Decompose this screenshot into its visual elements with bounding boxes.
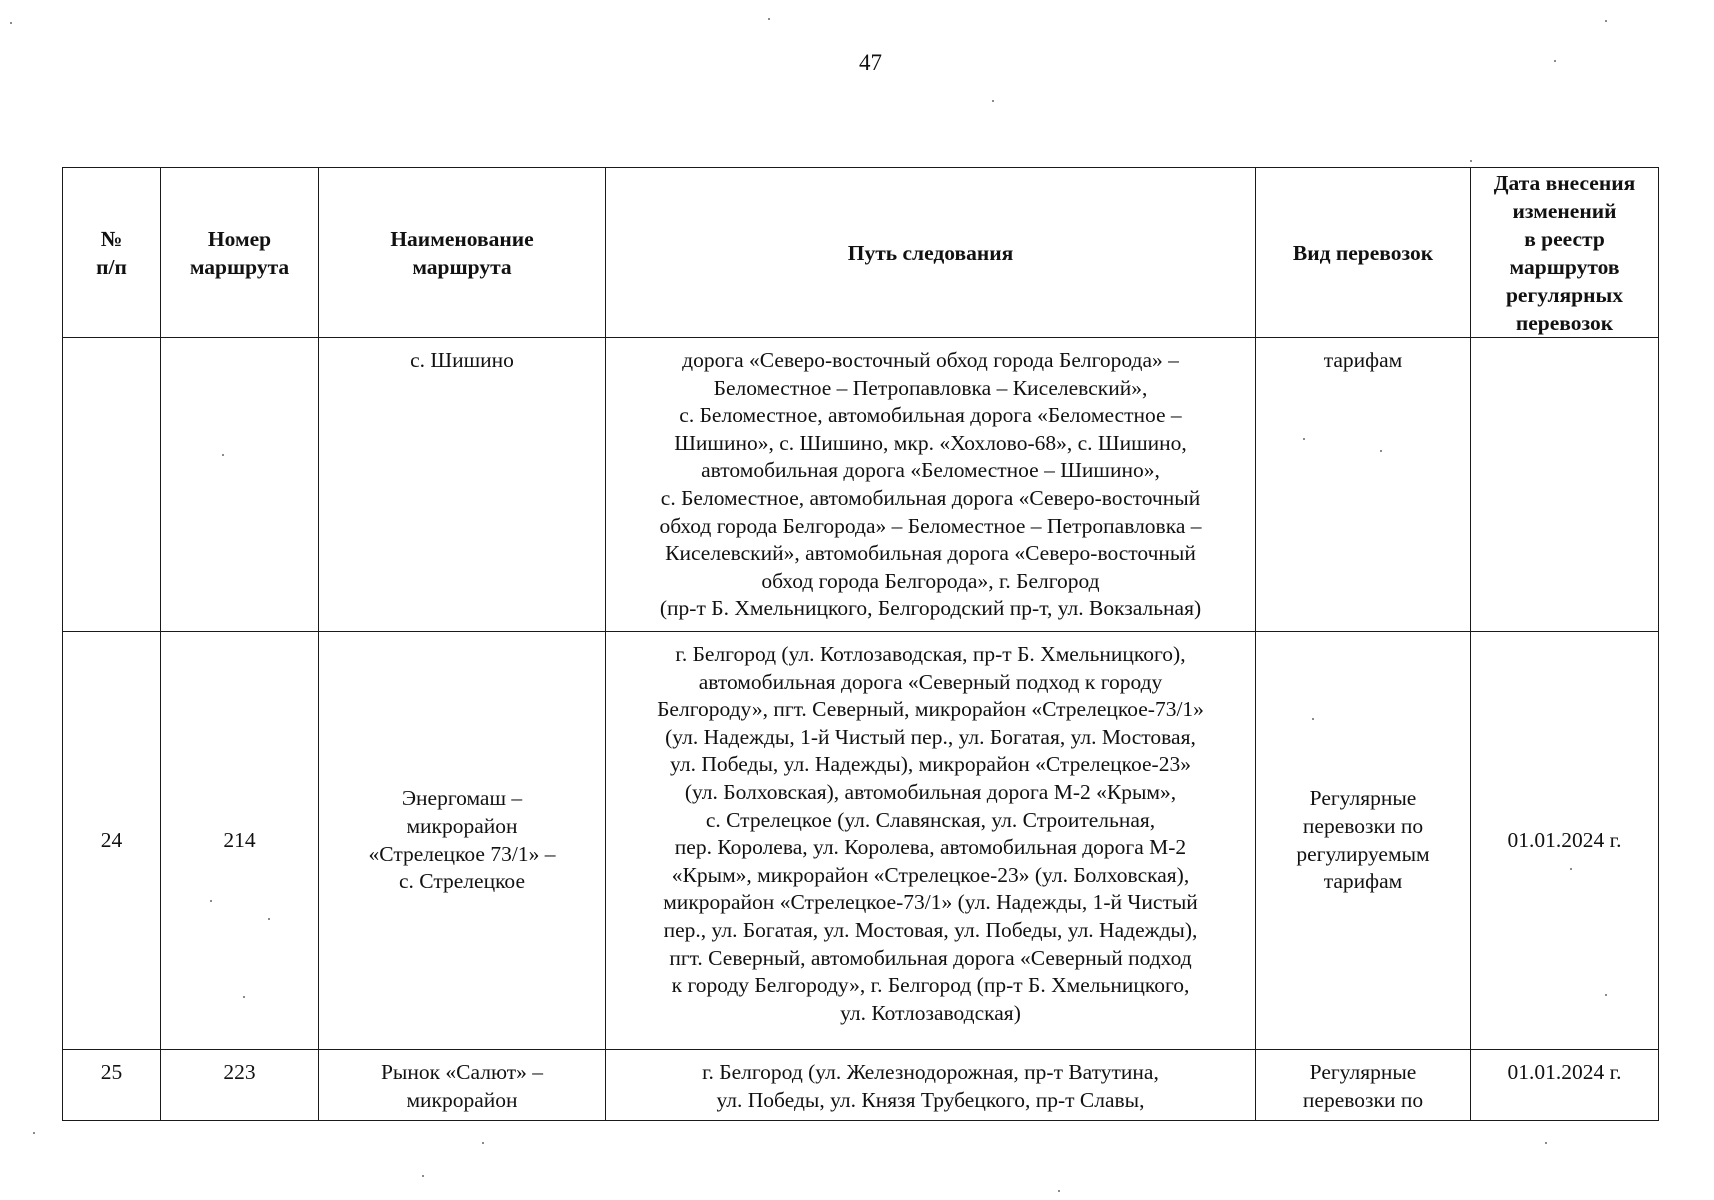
text-line: с. Беломестное, автомобильная дорога «Беломестное – — [679, 403, 1182, 428]
text-line: обход города Белгорода» – Беломестное – Петропавловка – — [659, 513, 1202, 538]
text-line: регулируемым — [1296, 841, 1430, 866]
scan-speck — [422, 1175, 424, 1177]
table-row — [63, 338, 1659, 632]
scan-speck — [1605, 994, 1607, 996]
text-line: Энергомаш – — [401, 786, 523, 811]
text-line: Беломестное – Петропавловка – Киселевский», — [713, 375, 1148, 400]
cell-transport-type — [1256, 338, 1471, 632]
header-date — [1471, 168, 1659, 338]
text-line: автомобильная дорога «Беломестное – Шишино», — [701, 458, 1160, 483]
text-line: № — [100, 226, 123, 251]
text-line: Рынок «Салют» – — [380, 1060, 544, 1084]
text-line: Регулярные — [1309, 1060, 1417, 1084]
text-line: Вид перевозок — [1292, 240, 1434, 265]
cell-route-number: 214 — [161, 632, 319, 1050]
header-num — [63, 168, 161, 338]
text-line: пер., ул. Богатая, ул. Мостовая, ул. Победы, ул. Надежды), — [663, 917, 1198, 942]
text-line: г. Белгород (ул. Железнодорожная, пр-т Ватутина, — [702, 1060, 1159, 1084]
text-line: автомобильная дорога «Северный подход к городу — [698, 669, 1163, 694]
text-line: тарифам — [1323, 348, 1403, 372]
text-line: перевозки по — [1302, 813, 1424, 838]
cell-route-name — [319, 338, 606, 632]
scan-speck — [268, 918, 270, 920]
text-line: «Стрелецкое 73/1» – — [368, 841, 556, 866]
text-line: пгт. Северный, автомобильная дорога «Северный подход — [669, 945, 1192, 970]
text-line: ул. Победы, ул. Князя Трубецкого, пр-т Славы, — [716, 1087, 1145, 1112]
text-line: маршрутов — [1509, 254, 1620, 279]
cell-path — [606, 338, 1256, 632]
page-number: 47 — [859, 50, 882, 75]
text-line: с. Стрелецкое — [399, 869, 525, 894]
cell-transport-type — [1256, 1050, 1471, 1121]
scan-speck — [243, 996, 245, 998]
text-line: Шишино», с. Шишино, мкр. «Хохлово-68», с. Шишино, — [674, 430, 1187, 455]
text-line: микрорайон — [406, 813, 518, 838]
header-route-name — [319, 168, 606, 338]
scan-speck — [10, 22, 12, 24]
text-line: в реестр — [1524, 226, 1605, 251]
text-line: ул. Победы, ул. Надежды), микрорайон «Стрелецкое-23» — [670, 752, 1191, 777]
text-line: Номер — [207, 226, 272, 251]
cell-path — [606, 632, 1256, 1050]
text-line: пер. Королева, ул. Королева, автомобильная дорога М-2 — [674, 835, 1187, 860]
scan-speck — [1570, 868, 1572, 870]
cell-num: 24 — [63, 632, 161, 1050]
text-line: ул. Котлозаводская) — [840, 1000, 1021, 1025]
text-line: микрорайон «Стрелецкое-73/1» (ул. Надежды, 1-й Чистый — [663, 890, 1198, 915]
text-line: маршрута — [412, 254, 512, 279]
header-path — [606, 168, 1256, 338]
cell-date — [1471, 338, 1659, 632]
text-line: г. Белгород (ул. Котлозаводская, пр-т Б. Хмельницкого), — [675, 642, 1186, 666]
scan-speck — [222, 454, 224, 456]
text-line: микрорайон — [406, 1087, 518, 1112]
routes-table — [62, 167, 1659, 1121]
cell-date: 01.01.2024 г. — [1471, 1050, 1659, 1121]
scan-speck — [1605, 20, 1607, 22]
cell-route-name — [319, 632, 606, 1050]
text-line: Путь следования — [847, 240, 1014, 265]
scan-speck — [1470, 160, 1472, 162]
text-line: перевозки по — [1302, 1087, 1424, 1112]
scan-speck — [1554, 60, 1556, 62]
text-line: Регулярные — [1309, 786, 1417, 811]
text-line: с. Беломестное, автомобильная дорога «Северо-восточный — [660, 485, 1201, 510]
text-line: п/п — [96, 254, 127, 279]
scan-speck — [768, 18, 770, 20]
scan-speck — [482, 1142, 484, 1144]
table-row — [63, 1050, 1659, 1121]
scan-speck — [992, 100, 994, 102]
header-transport-type — [1256, 168, 1471, 338]
text-line: изменений — [1512, 198, 1617, 223]
text-line: маршрута — [189, 254, 290, 279]
scan-speck — [33, 1132, 35, 1134]
scan-speck — [210, 900, 212, 902]
text-line: обход города Белгорода», г. Белгород — [761, 568, 1100, 593]
scan-speck — [1545, 1142, 1547, 1144]
table-header-row — [63, 168, 1659, 338]
scan-speck — [1312, 718, 1314, 720]
scan-speck — [1303, 438, 1305, 440]
text-line: (ул. Болховская), автомобильная дорога М-2 «Крым», — [684, 779, 1177, 804]
text-line: «Крым», микрорайон «Стрелецкое-23» (ул. Болховская), — [671, 862, 1190, 887]
text-line: к городу Белгороду», г. Белгород (пр-т Б. Хмельницкого, — [671, 973, 1190, 998]
cell-route-name — [319, 1050, 606, 1121]
text-line: тарифам — [1323, 869, 1403, 894]
cell-path — [606, 1050, 1256, 1121]
text-line: Дата внесения — [1493, 170, 1636, 195]
scan-speck — [1380, 450, 1382, 452]
table-row — [63, 632, 1659, 1050]
cell-route-number — [161, 338, 319, 632]
text-line: (пр-т Б. Хмельницкого, Белгородский пр-т, ул. Вокзальная) — [659, 596, 1202, 621]
header-route-number — [161, 168, 319, 338]
cell-transport-type — [1256, 632, 1471, 1050]
text-line: дорога «Северо-восточный обход города Белгорода» – — [682, 348, 1179, 372]
cell-num — [63, 338, 161, 632]
cell-num: 25 — [63, 1050, 161, 1121]
cell-route-number: 223 — [161, 1050, 319, 1121]
text-line: с. Шишино — [410, 348, 514, 372]
text-line: Киселевский», автомобильная дорога «Северо-восточный — [665, 541, 1196, 566]
text-line: регулярных — [1505, 282, 1624, 307]
text-line: Наименование — [390, 226, 534, 251]
scan-speck — [1058, 1190, 1060, 1192]
text-line: Белгороду», пгт. Северный, микрорайон «Стрелецкое-73/1» — [657, 697, 1204, 722]
text-line: (ул. Надежды, 1-й Чистый пер., ул. Богатая, ул. Мостовая, — [665, 724, 1196, 749]
text-line: перевозок — [1515, 310, 1614, 335]
cell-date: 01.01.2024 г. — [1471, 632, 1659, 1050]
text-line: с. Стрелецкое (ул. Славянская, ул. Строительная, — [705, 807, 1156, 832]
